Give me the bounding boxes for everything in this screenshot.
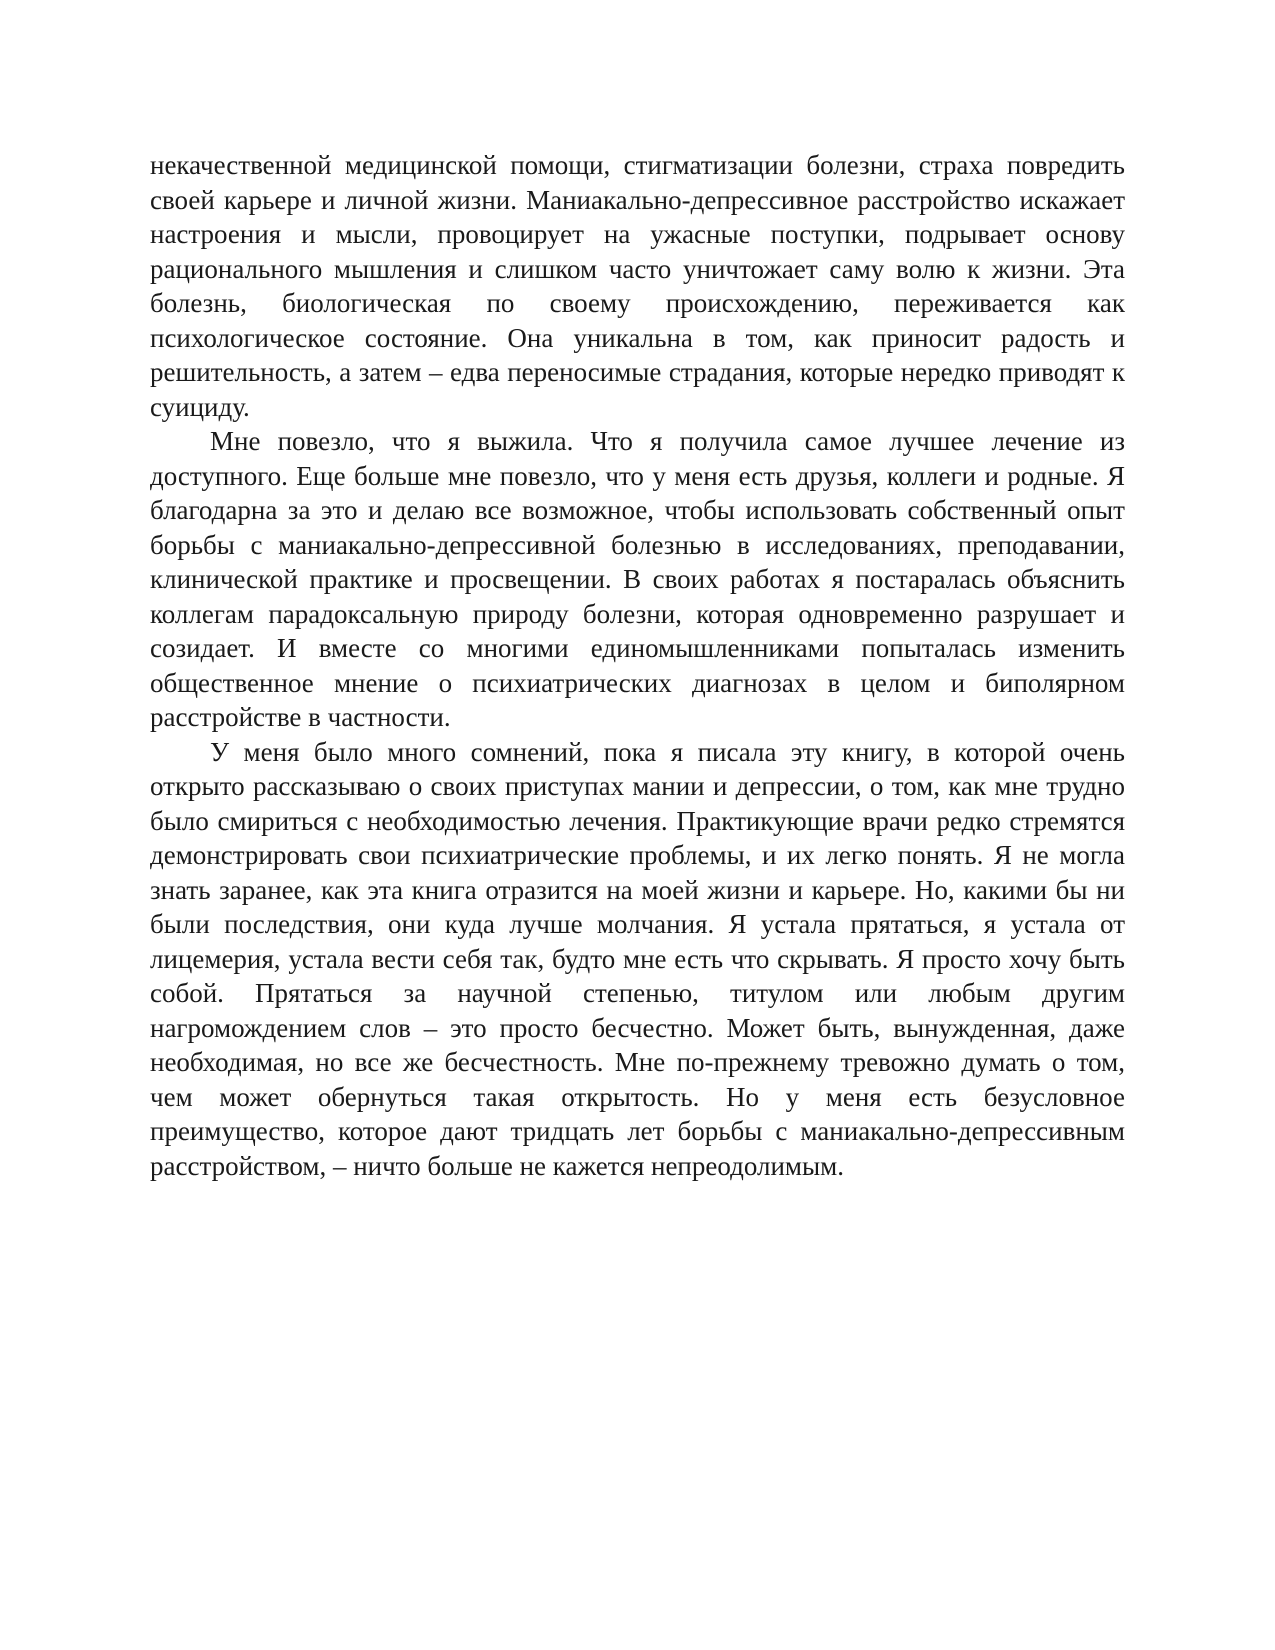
- paragraph-3: У меня было много сомнений, пока я писала эту книгу, в которой очень открыто рассказываю о своих приступах мании и депрессии, о том, как мне трудно было смириться с необходимостью лечения. Практикующие врачи редко стремятся демонстрировать свои психиатрические проблемы, и их легко понять. Я не могла знать заранее, как эта книга отразится на моей жизни и карьере. Но, какими бы ни были последствия, они куда лучше молчания. Я устала прятаться, я устала от лицемерия, устала вести себя так, будто мне есть что скрывать. Я просто хочу быть собой. Прятаться за научной степенью, титулом или любым другим нагромождением слов – это просто бесчестно. Может быть, вынужденная, даже необходимая, но все же бесчестность. Мне по-прежнему тревожно думать о том, чем может обернуться такая открытость. Но у меня есть безусловное преимущество, которое дают тридцать лет борьбы с маниакально-депрессивным расстройством, – ничто больше не кажется непреодолимым.: [150, 736, 1125, 1181]
- paragraph-2: Мне повезло, что я выжила. Что я получила самое лучшее лечение из доступного. Еще больше мне повезло, что у меня есть друзья, коллеги и родные. Я благодарна за это и делаю все возможное, чтобы использовать собственный опыт борьбы с маниакально-депрессивной болезнью в исследованиях, преподавании, клинической практике и просвещении. В своих работах я постаралась объяснить коллегам парадоксальную природу болезни, которая одновременно разрушает и созидает. И вместе со многими единомышленниками попыталась изменить общественное мнение о психиатрических диагнозах в целом и биполярном расстройстве в частности.: [150, 426, 1125, 732]
- paragraph-1: некачественной медицинской помощи, стигматизации болезни, страха повредить своей карьере и личной жизни. Маниакально-депрессивное расстройство искажает настроения и мысли, провоцирует на ужасные поступки, подрывает основу рационального мышления и слишком часто уничтожает саму волю к жизни. Эта болезнь, биологическая по своему происхождению, переживается как психологическое состояние. Она уникальна в том, как приносит радость и решительность, а затем – едва переносимые страдания, которые нередко приводят к суициду.: [150, 150, 1125, 422]
- body-text: [150, 148, 1125, 1183]
